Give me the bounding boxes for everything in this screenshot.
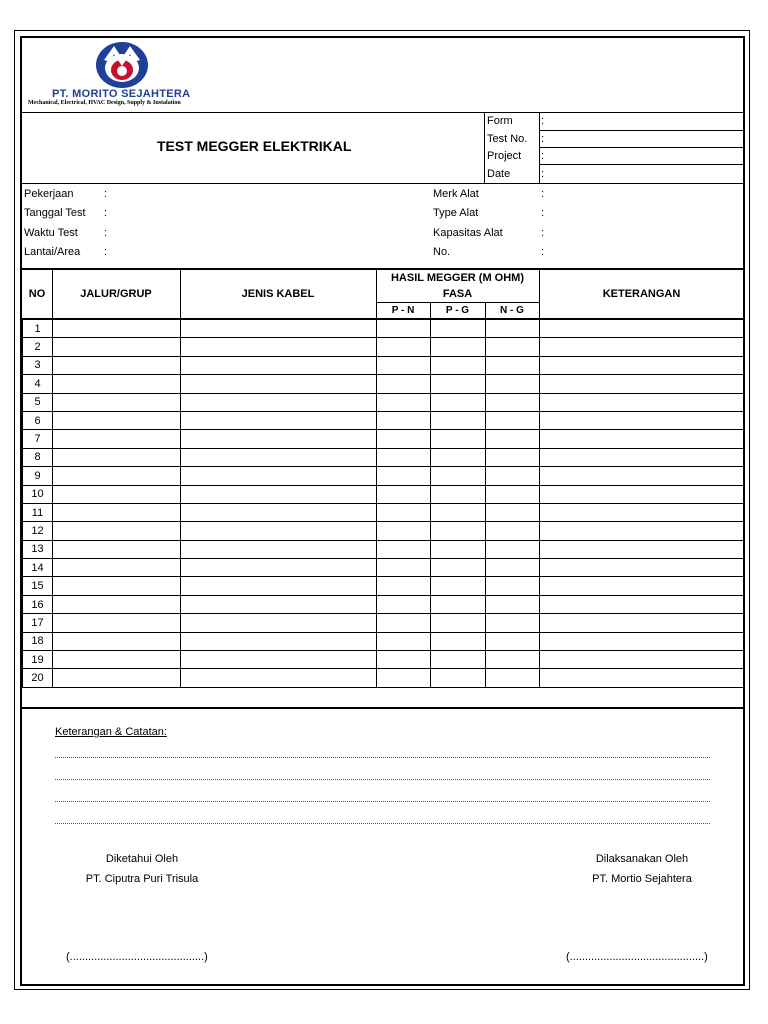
project-label: Project [487, 150, 522, 162]
date-value: : [541, 168, 545, 180]
header-no: NO [28, 288, 46, 300]
p-g-cell[interactable] [431, 669, 486, 687]
company-logo-icon [94, 40, 150, 90]
test-no-value: : [541, 133, 545, 145]
n-g-cell[interactable] [486, 467, 540, 485]
table-row [23, 632, 745, 650]
jalur-grup-cell[interactable] [53, 467, 181, 485]
sign-left-title: Diketahui Oleh [105, 853, 179, 865]
sign-right-title: Dilaksanakan Oleh [595, 853, 689, 865]
n-g-cell[interactable] [486, 320, 540, 338]
jalur-grup-cell[interactable] [53, 669, 181, 687]
form-label: Form [487, 115, 513, 127]
n-g-cell[interactable] [486, 411, 540, 429]
keterangan-cell[interactable] [540, 595, 745, 613]
jalur-grup-cell[interactable] [53, 375, 181, 393]
p-g-cell[interactable] [431, 522, 486, 540]
p-g-cell[interactable] [431, 411, 486, 429]
n-g-cell[interactable] [486, 540, 540, 558]
p-g-cell[interactable] [431, 614, 486, 632]
waktu-test-sep: : [104, 227, 108, 239]
jalur-grup-cell[interactable] [53, 320, 181, 338]
notes-line[interactable] [55, 801, 710, 802]
p-g-cell[interactable] [431, 632, 486, 650]
n-g-cell[interactable] [486, 669, 540, 687]
row-no: 4 [23, 375, 53, 393]
notes-label: Keterangan & Catatan: [55, 726, 167, 738]
p-n-cell[interactable] [377, 503, 431, 521]
p-g-cell[interactable] [431, 320, 486, 338]
notes-line[interactable] [55, 779, 710, 780]
p-n-cell[interactable] [377, 577, 431, 595]
table-row [23, 393, 745, 411]
table-row [23, 356, 745, 374]
p-n-cell[interactable] [377, 393, 431, 411]
header-hasil-megger: HASIL MEGGER (M OHM) [390, 272, 524, 284]
table-row [23, 614, 745, 632]
jenis-kabel-cell[interactable] [181, 522, 377, 540]
p-n-cell[interactable] [377, 651, 431, 669]
jalur-grup-cell[interactable] [53, 411, 181, 429]
sign-right-company: PT. Mortio Sejahtera [592, 873, 692, 885]
table-row [23, 448, 745, 466]
row-no: 8 [23, 448, 53, 466]
keterangan-cell[interactable] [540, 411, 745, 429]
p-g-cell[interactable] [431, 393, 486, 411]
header-p-g: P - G [445, 305, 470, 316]
n-g-cell[interactable] [486, 614, 540, 632]
n-g-cell[interactable] [486, 338, 540, 356]
p-n-cell[interactable] [377, 448, 431, 466]
type-alat-label: Type Alat [433, 207, 479, 219]
keterangan-cell[interactable] [540, 467, 745, 485]
p-n-cell[interactable] [377, 632, 431, 650]
sign-left-company: PT. Ciputra Puri Trisula [85, 873, 199, 885]
table-row [23, 651, 745, 669]
jenis-kabel-cell[interactable] [181, 448, 377, 466]
jenis-kabel-cell[interactable] [181, 356, 377, 374]
row-no: 11 [23, 503, 53, 521]
jenis-kabel-cell[interactable] [181, 614, 377, 632]
keterangan-cell[interactable] [540, 577, 745, 595]
keterangan-cell[interactable] [540, 430, 745, 448]
date-label: Date [487, 168, 511, 180]
type-alat-sep: : [541, 207, 545, 219]
jenis-kabel-cell[interactable] [181, 338, 377, 356]
p-n-cell[interactable] [377, 540, 431, 558]
row-no: 20 [23, 669, 53, 687]
table-row [23, 467, 745, 485]
p-g-cell[interactable] [431, 430, 486, 448]
p-n-cell[interactable] [377, 669, 431, 687]
jenis-kabel-cell[interactable] [181, 411, 377, 429]
keterangan-cell[interactable] [540, 651, 745, 669]
row-no: 14 [23, 559, 53, 577]
table-row [23, 375, 745, 393]
keterangan-cell[interactable] [540, 338, 745, 356]
row-no: 10 [23, 485, 53, 503]
tanggal-test-sep: : [104, 207, 108, 219]
jenis-kabel-cell[interactable] [181, 467, 377, 485]
table-row [23, 559, 745, 577]
n-g-cell[interactable] [486, 522, 540, 540]
p-g-cell[interactable] [431, 577, 486, 595]
notes-line[interactable] [55, 757, 710, 758]
p-n-cell[interactable] [377, 559, 431, 577]
p-n-cell[interactable] [377, 595, 431, 613]
keterangan-cell[interactable] [540, 356, 745, 374]
row-no: 16 [23, 595, 53, 613]
jalur-grup-cell[interactable] [53, 338, 181, 356]
table-row [23, 577, 745, 595]
p-n-cell[interactable] [377, 375, 431, 393]
sign-left-line: (............................................) [66, 951, 208, 963]
header-jalur-grup: JALUR/GRUP [80, 288, 152, 300]
jenis-kabel-cell[interactable] [181, 320, 377, 338]
row-no: 2 [23, 338, 53, 356]
p-g-cell[interactable] [431, 503, 486, 521]
page-title: TEST MEGGER ELEKTRIKAL [157, 138, 352, 154]
p-g-cell[interactable] [431, 485, 486, 503]
row-no: 6 [23, 411, 53, 429]
n-g-cell[interactable] [486, 375, 540, 393]
p-n-cell[interactable] [377, 614, 431, 632]
row-no: 5 [23, 393, 53, 411]
jalur-grup-cell[interactable] [53, 614, 181, 632]
keterangan-cell[interactable] [540, 375, 745, 393]
table-row [23, 411, 745, 429]
jenis-kabel-cell[interactable] [181, 595, 377, 613]
jalur-grup-cell[interactable] [53, 540, 181, 558]
table-row [23, 503, 745, 521]
header-keterangan: KETERANGAN [602, 288, 681, 300]
keterangan-cell[interactable] [540, 540, 745, 558]
n-g-cell[interactable] [486, 595, 540, 613]
jalur-grup-cell[interactable] [53, 577, 181, 595]
no-alat-label: No. [433, 246, 451, 258]
row-no: 17 [23, 614, 53, 632]
p-g-cell[interactable] [431, 540, 486, 558]
jenis-kabel-cell[interactable] [181, 540, 377, 558]
waktu-test-label: Waktu Test [24, 227, 78, 239]
p-g-cell[interactable] [431, 338, 486, 356]
p-n-cell[interactable] [377, 467, 431, 485]
header-jenis-kabel: JENIS KABEL [241, 288, 315, 300]
p-g-cell[interactable] [431, 448, 486, 466]
jalur-grup-cell[interactable] [53, 485, 181, 503]
table-row [23, 522, 745, 540]
p-g-cell[interactable] [431, 467, 486, 485]
jenis-kabel-cell[interactable] [181, 577, 377, 595]
tanggal-test-label: Tanggal Test [24, 207, 86, 219]
merk-alat-sep: : [541, 188, 545, 200]
p-n-cell[interactable] [377, 430, 431, 448]
row-no: 13 [23, 540, 53, 558]
keterangan-cell[interactable] [540, 320, 745, 338]
project-value: : [541, 150, 545, 162]
n-g-cell[interactable] [486, 632, 540, 650]
jalur-grup-cell[interactable] [53, 632, 181, 650]
table-row [23, 320, 745, 338]
n-g-cell[interactable] [486, 503, 540, 521]
company-tagline: Mechanical, Electrical, HVAC Design, Supply & Instalation [28, 100, 181, 106]
table-row [23, 669, 745, 687]
lantai-area-sep: : [104, 246, 108, 258]
jalur-grup-cell[interactable] [53, 522, 181, 540]
header-fasa: FASA [442, 288, 473, 300]
pekerjaan-label: Pekerjaan [24, 188, 74, 200]
keterangan-cell[interactable] [540, 632, 745, 650]
keterangan-cell[interactable] [540, 393, 745, 411]
p-n-cell[interactable] [377, 411, 431, 429]
jenis-kabel-cell[interactable] [181, 669, 377, 687]
jalur-grup-cell[interactable] [53, 595, 181, 613]
jalur-grup-cell[interactable] [53, 503, 181, 521]
n-g-cell[interactable] [486, 393, 540, 411]
p-g-cell[interactable] [431, 375, 486, 393]
table-row [23, 430, 745, 448]
jenis-kabel-cell[interactable] [181, 430, 377, 448]
p-g-cell[interactable] [431, 651, 486, 669]
n-g-cell[interactable] [486, 651, 540, 669]
notes-line[interactable] [55, 823, 710, 824]
company-name: PT. MORITO SEJAHTERA [52, 88, 191, 100]
jalur-grup-cell[interactable] [53, 393, 181, 411]
megger-table [22, 319, 745, 688]
lantai-area-label: Lantai/Area [24, 246, 81, 258]
keterangan-cell[interactable] [540, 614, 745, 632]
p-g-cell[interactable] [431, 595, 486, 613]
jenis-kabel-cell[interactable] [181, 632, 377, 650]
jenis-kabel-cell[interactable] [181, 485, 377, 503]
keterangan-cell[interactable] [540, 485, 745, 503]
n-g-cell[interactable] [486, 430, 540, 448]
jalur-grup-cell[interactable] [53, 356, 181, 374]
row-no: 7 [23, 430, 53, 448]
jenis-kabel-cell[interactable] [181, 651, 377, 669]
jalur-grup-cell[interactable] [53, 430, 181, 448]
pekerjaan-sep: : [104, 188, 108, 200]
p-n-cell[interactable] [377, 485, 431, 503]
table-row [23, 595, 745, 613]
row-no: 19 [23, 651, 53, 669]
kapasitas-alat-sep: : [541, 227, 545, 239]
kapasitas-alat-label: Kapasitas Alat [433, 227, 503, 239]
p-n-cell[interactable] [377, 356, 431, 374]
row-no: 9 [23, 467, 53, 485]
jenis-kabel-cell[interactable] [181, 503, 377, 521]
row-no: 15 [23, 577, 53, 595]
n-g-cell[interactable] [486, 356, 540, 374]
n-g-cell[interactable] [486, 577, 540, 595]
no-alat-sep: : [541, 246, 545, 258]
p-g-cell[interactable] [431, 356, 486, 374]
row-no: 12 [23, 522, 53, 540]
merk-alat-label: Merk Alat [433, 188, 479, 200]
header-p-n: P - N [391, 305, 415, 316]
table-row [23, 338, 745, 356]
row-no: 1 [23, 320, 53, 338]
n-g-cell[interactable] [486, 559, 540, 577]
keterangan-cell[interactable] [540, 448, 745, 466]
p-g-cell[interactable] [431, 559, 486, 577]
header-n-g: N - G [500, 305, 524, 316]
form-value: : [541, 115, 545, 127]
jenis-kabel-cell[interactable] [181, 559, 377, 577]
sign-right-line: (............................................) [566, 951, 708, 963]
test-no-label: Test No. [487, 133, 528, 145]
table-row [23, 540, 745, 558]
keterangan-cell[interactable] [540, 503, 745, 521]
row-no: 3 [23, 356, 53, 374]
row-no: 18 [23, 632, 53, 650]
jenis-kabel-cell[interactable] [181, 393, 377, 411]
keterangan-cell[interactable] [540, 669, 745, 687]
jenis-kabel-cell[interactable] [181, 375, 377, 393]
p-n-cell[interactable] [377, 338, 431, 356]
jalur-grup-cell[interactable] [53, 448, 181, 466]
table-row [23, 485, 745, 503]
jalur-grup-cell[interactable] [53, 559, 181, 577]
p-n-cell[interactable] [377, 522, 431, 540]
keterangan-cell[interactable] [540, 522, 745, 540]
n-g-cell[interactable] [486, 485, 540, 503]
n-g-cell[interactable] [486, 448, 540, 466]
jalur-grup-cell[interactable] [53, 651, 181, 669]
keterangan-cell[interactable] [540, 559, 745, 577]
p-n-cell[interactable] [377, 320, 431, 338]
